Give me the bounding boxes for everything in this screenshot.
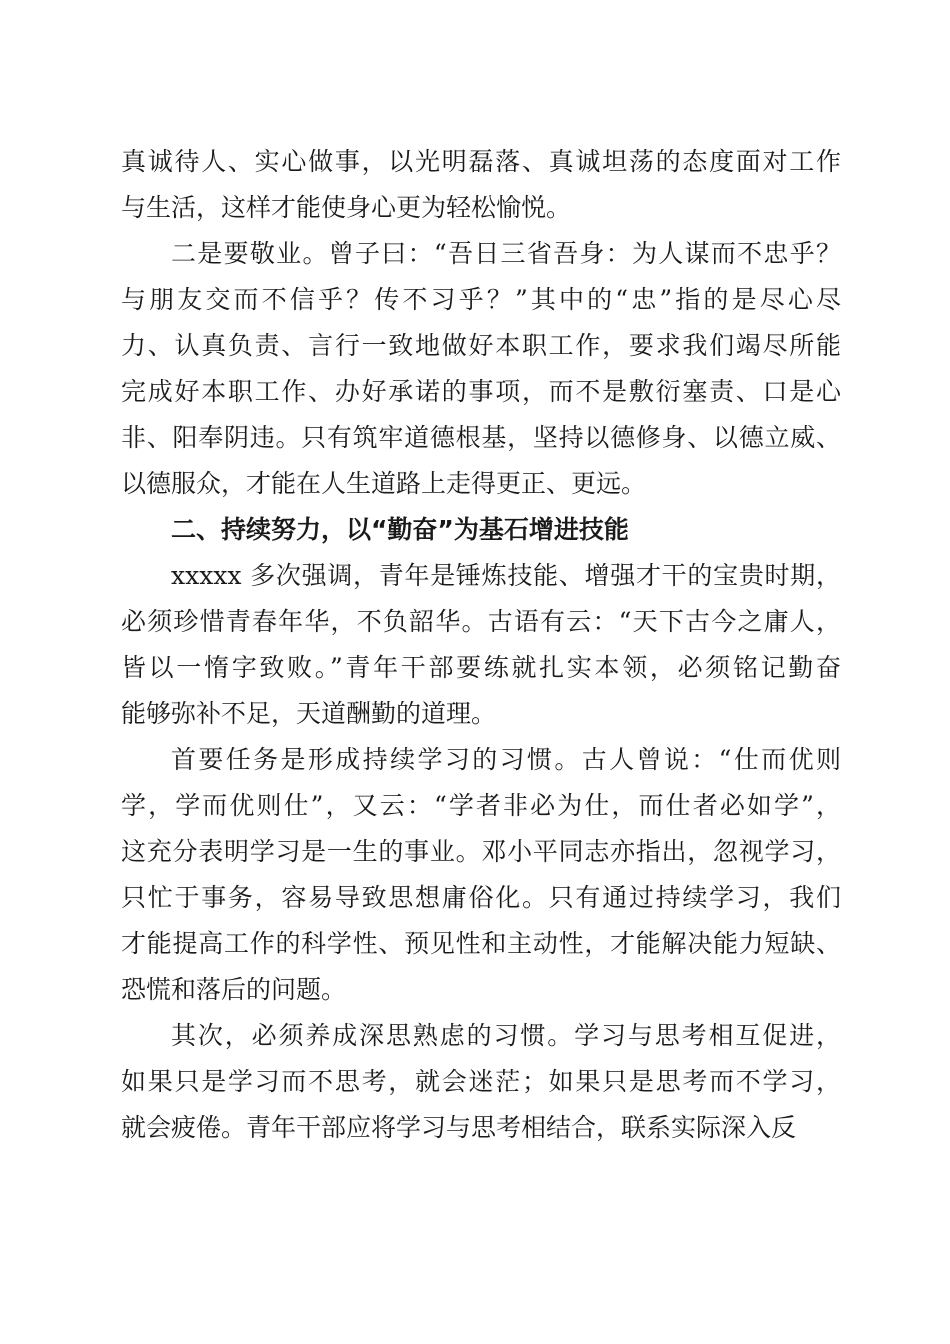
paragraph-line: 恐慌和落后的问题。 bbox=[121, 975, 347, 1004]
paragraph-line: 这充分表明学习是一生的事业。邓小平同志亦指出，忽视学习， bbox=[121, 837, 841, 866]
paragraph-line: 就会疲倦。青年干部应将学习与思考相结合，联系实际深入反 bbox=[121, 1113, 797, 1142]
paragraph-line: 能够弥补不足，天道酬勤的道理。 bbox=[121, 699, 497, 728]
paragraph-line: 才能提高工作的科学性、预见性和主动性，才能解决能力短缺、 bbox=[121, 929, 841, 958]
paragraph-line: 二是要敬业。曾子曰：“吾日三省吾身：为人谋而不忠乎？ bbox=[171, 239, 841, 268]
section-heading: 二、持续努力，以“勤奋”为基石增进技能 bbox=[171, 515, 629, 544]
paragraph-line: 与朋友交而不信乎？传不习乎？”其中的“忠”指的是尽心尽 bbox=[121, 285, 841, 314]
paragraph-line: 学，学而优则仕”，又云：“学者非必为仕，而仕者必如学”， bbox=[121, 791, 841, 820]
paragraph-line: 力、认真负责、言行一致地做好本职工作，要求我们竭尽所能 bbox=[121, 331, 841, 360]
paragraph-line: 如果只是学习而不思考，就会迷茫；如果只是思考而不学习， bbox=[121, 1067, 841, 1096]
paragraph-line: 与生活，这样才能使身心更为轻松愉悦。 bbox=[121, 193, 572, 222]
paragraph-line: 真诚待人、实心做事，以光明磊落、真诚坦荡的态度面对工作 bbox=[121, 147, 841, 176]
paragraph-line: 其次，必须养成深思熟虑的习惯。学习与思考相互促进， bbox=[171, 1021, 841, 1050]
paragraph-line: 必须珍惜青春年华，不负韶华。古语有云：“天下古今之庸人， bbox=[121, 607, 841, 636]
paragraph-line: 完成好本职工作、办好承诺的事项，而不是敷衍塞责、口是心 bbox=[121, 377, 841, 406]
paragraph-line: 只忙于事务，容易导致思想庸俗化。只有通过持续学习，我们 bbox=[121, 883, 841, 912]
paragraph-line: xxxxx 多次强调，青年是锤炼技能、增强才干的宝贵时期， bbox=[171, 561, 841, 590]
paragraph-line: 首要任务是形成持续学习的习惯。古人曾说：“仕而优则 bbox=[171, 745, 841, 774]
paragraph-line: 皆以一惰字致败。”青年干部要练就扎实本领，必须铭记勤奋 bbox=[121, 653, 841, 682]
paragraph-line: 非、阳奉阴违。只有筑牢道德根基，坚持以德修身、以德立威、 bbox=[121, 423, 841, 452]
paragraph-line: 以德服众，才能在人生道路上走得更正、更远。 bbox=[121, 469, 647, 498]
